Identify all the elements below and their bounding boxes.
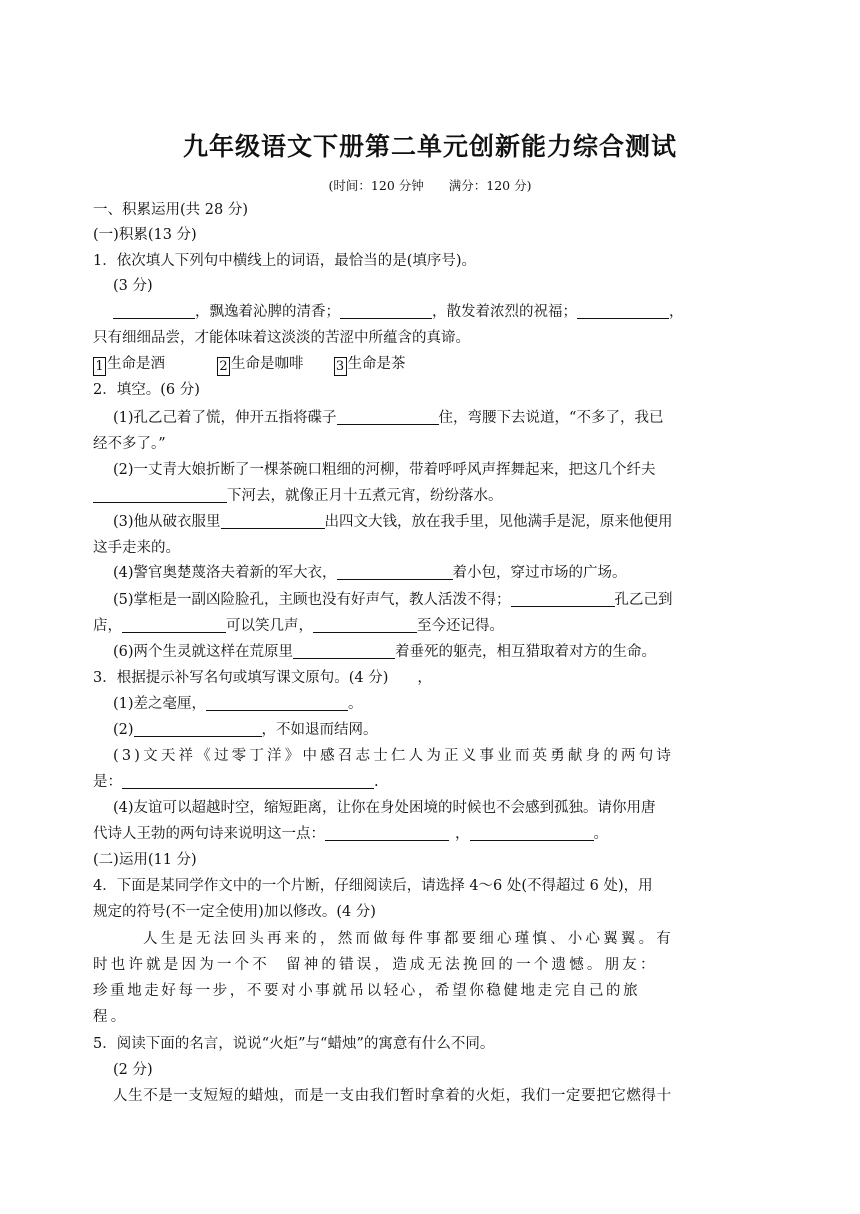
answer-blank[interactable] — [511, 591, 615, 607]
answer-blank[interactable] — [113, 303, 195, 319]
answer-blank[interactable] — [325, 825, 449, 841]
question-2-6: (6)两个生灵就这样在荒原里 着垂死的躯壳，相互猎取着对方的生命。 — [113, 644, 657, 660]
question-2-2-end: 下河去，就像正月十五煮元宵，纷纷落水。 — [93, 486, 503, 506]
option-number-2: 2 — [217, 357, 230, 376]
option-1: 生命是酒 — [107, 356, 165, 372]
answer-blank[interactable] — [337, 564, 453, 580]
question-2: 2．填空。(6 分) — [93, 382, 200, 398]
passage-line: 人生是无法回头再来的，然而做每件事都要细心瑾慎、小心翼翼。有 — [143, 931, 674, 947]
question-2-1: (1)孔乙己着了慌，伸开五指将碟子 住，弯腰下去说道，“不多了，我已 — [113, 410, 664, 426]
subsection-heading: (二)运用(11 分) — [93, 852, 197, 868]
exam-info: (时间：120 分钟 满分：120 分) — [328, 178, 532, 193]
subsection-heading: (一)积累(13 分) — [93, 227, 197, 243]
option-number-1: 1 — [93, 357, 106, 376]
answer-blank[interactable] — [340, 303, 432, 319]
answer-blank[interactable] — [470, 825, 594, 841]
question-3-2: (2) ，不如退而结网。 — [113, 722, 378, 738]
question-5: 5．阅读下面的名言，说说“火炬”与“蜡烛”的寓意有什么不同。 — [93, 1036, 495, 1052]
question-3-1: (1)差之毫厘， 。 — [113, 696, 363, 712]
answer-blank[interactable] — [337, 409, 439, 425]
question-2-3: (3)他从破衣服里 出四文大钱，放在我手里，见他满手是泥，原来他便用 — [113, 514, 673, 530]
question-2-5-end: 店， 可以笑几声， 至今还记得。 — [93, 618, 504, 634]
question-2-5: (5)掌柜是一副凶险脸孔，主顾也没有好声气，教人活泼不得； 孔乙己到 — [113, 592, 673, 608]
question-4: 4．下面是某同学作文中的一个片断，仔细阅读后，请选择 4～6 处(不得超过 6 处)，用 — [93, 878, 653, 894]
question-1-sentence-end: 只有细细品尝，才能体味着这淡淡的苦涩中所蕴含的真谛。 — [93, 330, 470, 346]
question-1-options — [93, 354, 406, 376]
question-2-4: (4)警官奥楚蔑洛夫着新的军大衣， 着小包，穿过市场的广场。 — [113, 565, 627, 581]
answer-blank[interactable] — [206, 695, 348, 711]
question-1: 1．依次填人下列句中横线上的词语，最恰当的是(填序号)。 — [93, 253, 477, 269]
question-2-3-end: 这手走来的。 — [93, 540, 180, 556]
answer-blank[interactable] — [122, 617, 226, 633]
answer-blank[interactable] — [122, 773, 374, 789]
answer-blank[interactable] — [313, 617, 417, 633]
question-5-score: (2 分) — [113, 1062, 153, 1078]
question-3-3: (3)文天祥《过零丁洋》中感召志士仁人为正义事业而英勇献身的两句诗 — [113, 748, 675, 764]
question-3-4: (4)友谊可以超越时空，缩短距离，让你在身处困境的时候也不会感到孤独。请你用唐 — [113, 800, 656, 816]
question-3-4-end: 代诗人王勃的两句诗来说明这一点： ， 。 — [93, 826, 608, 842]
passage-line: 珍重地走好每一步，不要对小事就吊以轻心，希望你稳健地走完自己的旅 — [93, 983, 641, 999]
option-number-3: 3 — [334, 357, 347, 376]
passage-line: 程。 — [93, 1009, 129, 1025]
section-heading: 一、积累运用(共 28 分) — [93, 202, 248, 218]
question-1-sentence: ，飘逸着沁脾的清香； ，散发着浓烈的祝福； ， — [113, 302, 684, 322]
option-2: 生命是咖啡 — [231, 356, 304, 372]
page-title: 九年级语文下册第二单元创新能力综合测试 — [182, 132, 677, 161]
question-2-1-end: 经不多了。” — [93, 436, 166, 452]
answer-blank[interactable] — [93, 487, 227, 503]
question-1-score: (3 分) — [113, 278, 153, 294]
question-3-3-end: 是： . — [93, 774, 379, 790]
quote-text: 人生不是一支短短的蜡烛，而是一支由我们暂时拿着的火炬，我们一定要把它燃得十 — [113, 1088, 672, 1104]
question-3: 3．根据提示补写名句或填写课文原句。(4 分) ， — [93, 670, 432, 686]
passage-line: 时也许就是因为一个不 留神的错误，造成无法挽回的一个遗憾。朋友： — [93, 957, 658, 973]
answer-blank[interactable] — [293, 643, 395, 659]
option-3: 生命是茶 — [347, 356, 406, 372]
question-4-end: 规定的符号(不一定全使用)加以修改。(4 分) — [93, 904, 376, 920]
question-2-2: (2)一丈青大娘折断了一棵茶碗口粗细的河柳，带着呼呼风声挥舞起来，把这几个纤夫 — [113, 462, 656, 478]
answer-blank[interactable] — [577, 303, 669, 319]
answer-blank[interactable] — [134, 721, 262, 737]
answer-blank[interactable] — [221, 513, 325, 529]
